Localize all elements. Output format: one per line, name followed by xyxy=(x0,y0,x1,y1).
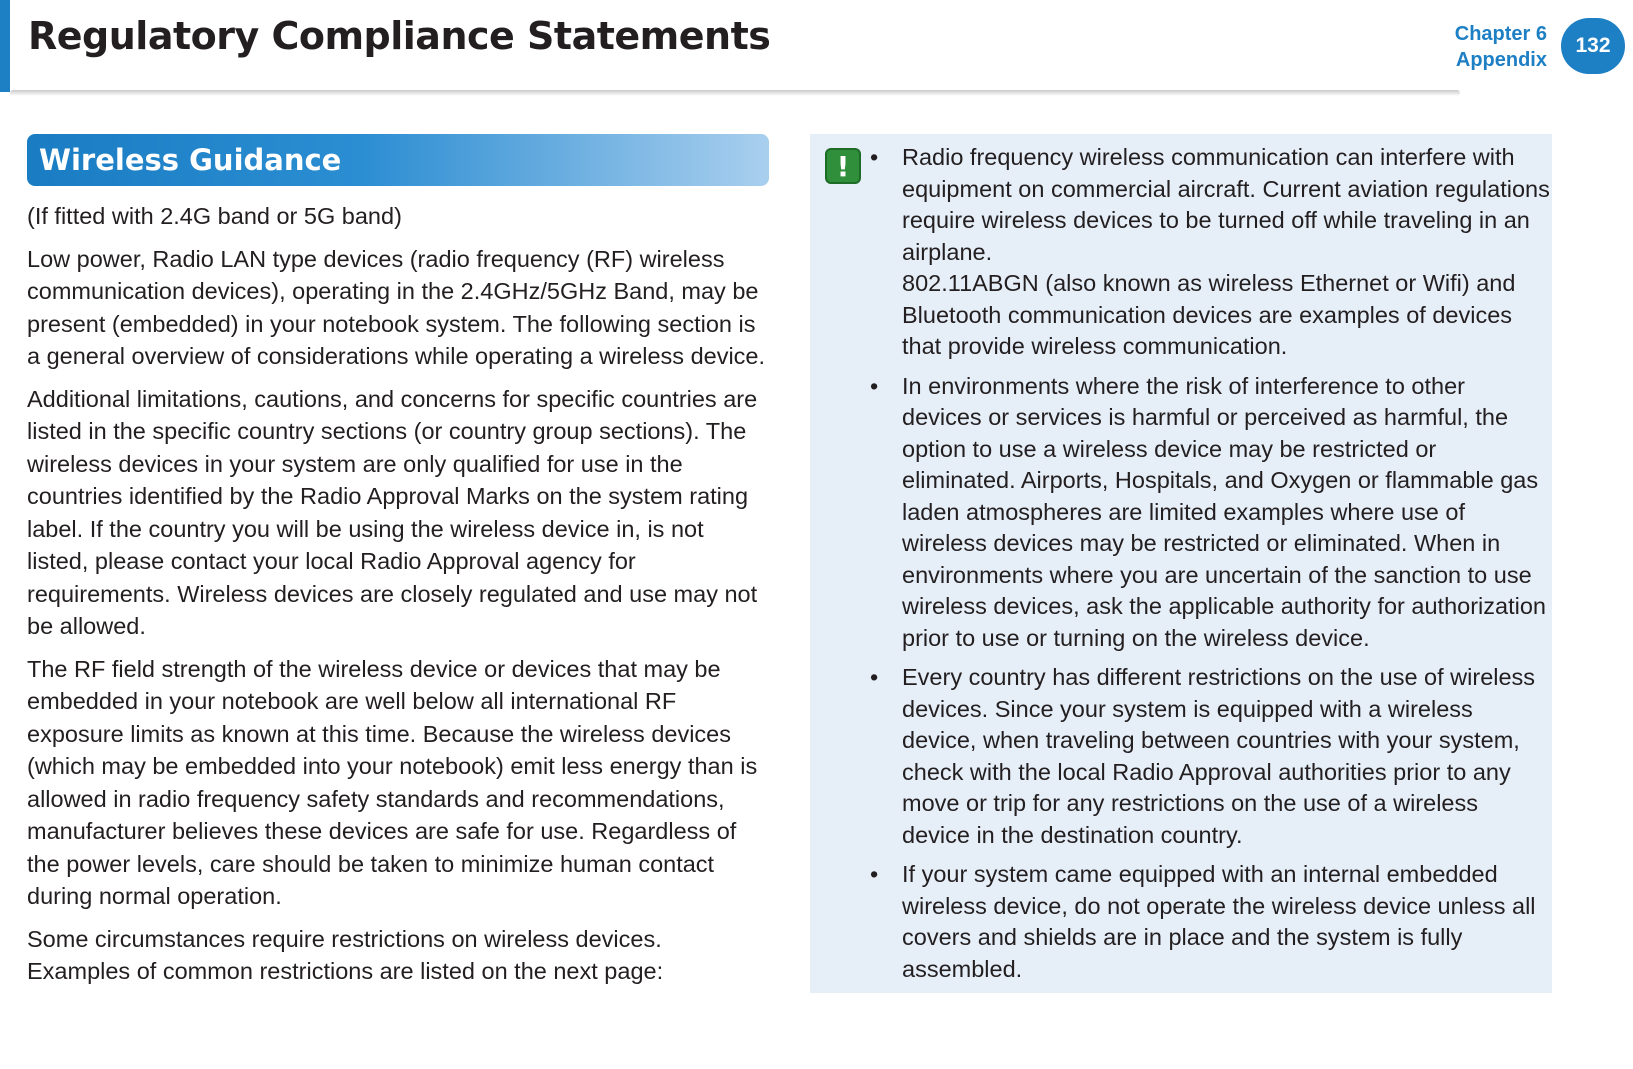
chapter-label xyxy=(1455,21,1547,73)
paragraph: (If fitted with 2.4G band or 5G band) xyxy=(27,203,402,229)
section-heading: Wireless Guidance xyxy=(27,134,769,186)
list-item-text: Radio frequency wireless communication can interfere with equipment on commercial aircraft. Current aviation regulations require wireless devices to be turned off while traveling in an airplane. xyxy=(902,144,1550,265)
caution-icon: ! xyxy=(825,148,861,184)
page-number-badge: 132 xyxy=(1561,18,1625,74)
header-divider xyxy=(10,90,1460,96)
list-item xyxy=(868,371,1550,655)
list-item-text: In environments where the risk of interference to other devices or services is harmful or perceived as harmful, the option to use a wireless device may be restricted or eliminated. Airports, Hospitals, and Oxygen or flammable gas laden atmospheres are limited examples where use of wireless devices may be restricted or eliminated. When in environments where you are uncertain of the sanction to use wireless devices, ask the applicable authority for authorization prior to use or turning on the wireless device. xyxy=(902,372,1546,651)
list-item xyxy=(868,142,1550,363)
caution-note-box xyxy=(810,134,1552,993)
paragraph: Additional limitations, cautions, and concerns for specific countries are listed in the specific country sections (or country group sections). The wireless devices in your system are only qualified for use in the countries identified by the Radio Approval Marks on the system rating label. If the country you will be using the wireless device in, is not listed, please contact your local Radio Approval agency for requirements. Wireless devices are closely regulated and use may not be allowed. xyxy=(27,385,758,639)
header-accent-bar xyxy=(0,0,10,92)
caution-list xyxy=(868,142,1550,993)
list-item-extra-text: 802.11ABGN (also known as wireless Ethernet or Wifi) and Bluetooth communication devices are examples of devices that provide wireless communication. xyxy=(902,270,1516,359)
bullet-icon: • xyxy=(870,861,879,887)
paragraph: Some circumstances require restrictions on wireless devices. Examples of common restrictions are listed on the next page: xyxy=(27,925,664,984)
list-item-text: If your system came equipped with an internal embedded wireless device, do not operate the wireless device unless all covers and shields are in place and the system is fully assembled. xyxy=(902,861,1536,982)
list-item xyxy=(868,662,1550,851)
bullet-icon: • xyxy=(870,144,879,170)
paragraph: The RF field strength of the wireless device or devices that may be embedded in your notebook are well below all international RF exposure limits as known at this time. Because the wireless devices (which may be embedded into your notebook) emit less energy than is allowed in radio frequency safety standards and recommendations, manufacturer believes these devices are safe for use. Regardless of the power levels, care should be taken to minimize human contact during normal operation. xyxy=(27,655,758,909)
bullet-icon: • xyxy=(870,664,879,690)
chapter-number: Chapter 6 xyxy=(1454,23,1547,45)
page-title: Regulatory Compliance Statements xyxy=(28,14,771,58)
bullet-icon: • xyxy=(870,372,879,399)
paragraph: Low power, Radio LAN type devices (radio frequency (RF) wireless communication devices), operating in the 2.4GHz/5GHz Band, may be present (embedded) in your notebook system. The following section is a general overview of considerations while operating a wireless device. xyxy=(27,245,766,369)
list-item xyxy=(868,859,1550,985)
list-item-text: Every country has different restrictions on the use of wireless devices. Since your system is equipped with a wireless device, when traveling between countries with your system, check with the local Radio Approval authorities prior to any move or trip for any restrictions on the use of a wireless device in the destination country. xyxy=(902,664,1536,848)
section-body xyxy=(27,200,769,988)
main-content xyxy=(27,134,769,998)
chapter-name: Appendix xyxy=(1455,49,1547,71)
